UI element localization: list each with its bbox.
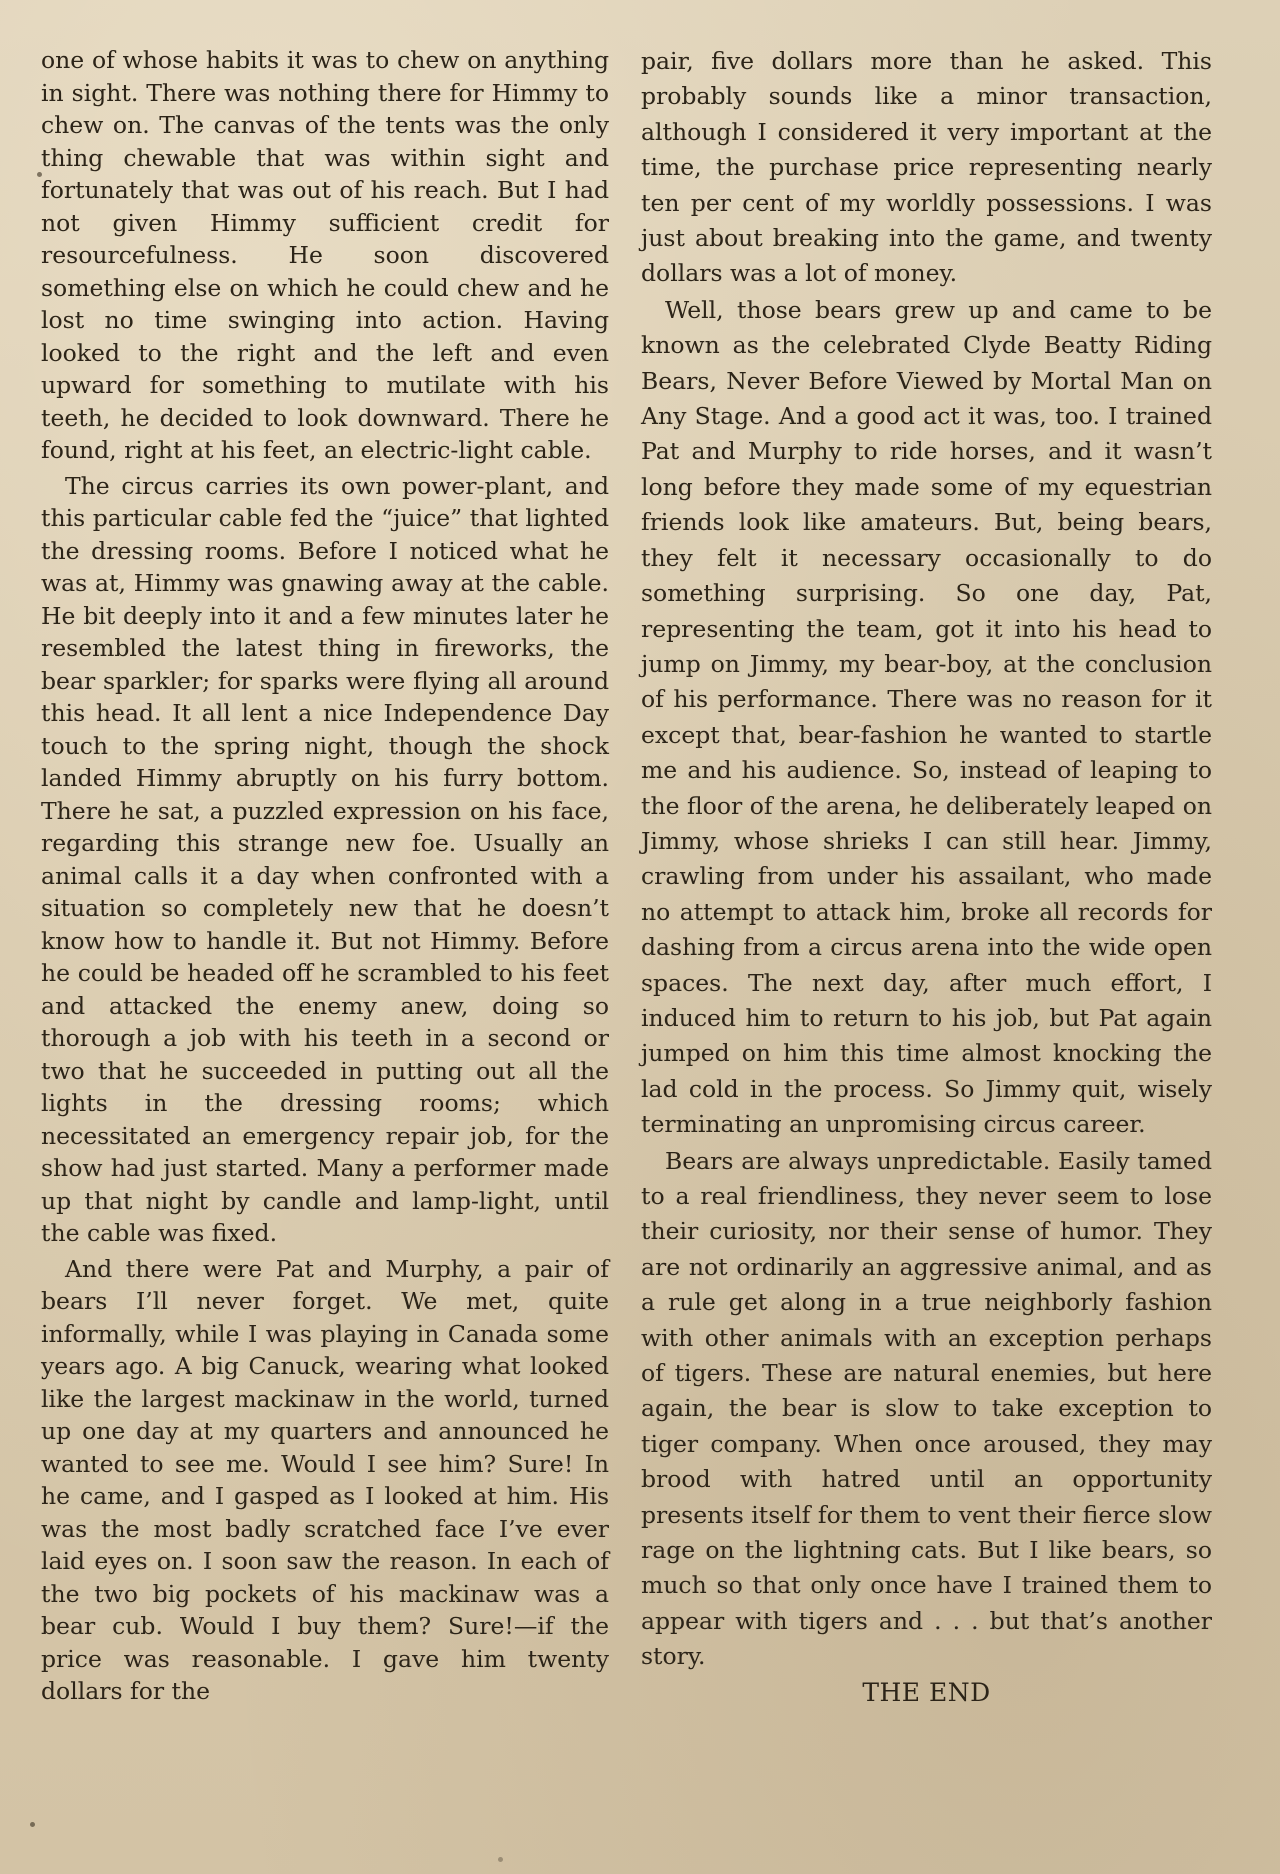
paragraph: Well, those bears grew up and came to be known as the celebrated Clyde Beatty Riding Bears, Never Before Viewed by Mortal Man on Any Stage. And a good act it was, too. I trained Pat and Murphy to ride horses, and it wasn’t long before they made some of my equestrian friends look like amateurs. But, being bears, they felt it necessary occasionally to do something surprising. So one day, Pat, representing the team, got it into his head to jump on Jimmy, my bear-boy, at the conclusion of his performance. There was no reason for it except that, bear-fashion he wanted to startle me and his audience. So, instead of leaping to the floor of the arena, he deliberately leaped on Jimmy, whose shrieks I can still hear. Jimmy, crawling from under his assailant, who made no attempt to attack him, broke all records for dashing from a circus arena into the wide open spaces. The next day, after much effort, I induced him to return to his job, but Pat again jumped on him this time almost knocking the lad cold in the process. So Jimmy quit, wisely terminating an unpromising circus career. bbox=[641, 295, 1212, 1139]
paragraph: The circus carries its own power-plant, and this particular cable fed the “juice” that lighted the dressing rooms. Before I noticed what he was at, Himmy was gnawing away at the cable. He bit deeply into it and a few minutes later he resembled the latest thing in fireworks, the bear sparkler; for sparks were flying all around this head. It all lent a nice Independence Day touch to the spring night, though the shock landed Himmy abruptly on his furry bottom. There he sat, a puzzled expression on his face, regarding this strange new foe. Usually an animal calls it a day when confronted with a situation so completely new that he doesn’t know how to handle it. But not Himmy. Before he could be headed off he scrambled to his feet and attacked the enemy anew, doing so thorough a job with his teeth in a second or two that he succeeded in putting out all the lights in the dressing rooms; which necessitated an emergency repair job, for the show had just started. Many a performer made up that night by candle and lamp-light, until the cable was fixed. bbox=[41, 471, 609, 1247]
paragraph: And there were Pat and Murphy, a pair of bears I’ll never forget. We met, quite informally, while I was playing in Canada some years ago. A big Canuck, wearing what looked like the largest mackinaw in the world, turned up one day at my quarters and announced he wanted to see me. Would I see him? Sure! In he came, and I gasped as I looked at him. His was the most badly scratched face I’ve ever laid eyes on. I soon saw the reason. In each of the two big pockets of his mackinaw was a bear cub. Would I buy them? Sure!—if the price was reasonable. I gave him twenty dollars for the bbox=[41, 1254, 609, 1705]
right-column bbox=[641, 44, 1212, 1710]
ink-speck bbox=[30, 1822, 35, 1827]
ink-speck bbox=[498, 1857, 503, 1862]
paragraph: pair, five dollars more than he asked. This probably sounds like a minor transaction, although I considered it very important at the time, the purchase price representing nearly ten per cent of my worldly possessions. I was just about breaking into the game, and twenty dollars was a lot of money. bbox=[641, 47, 1212, 288]
left-column bbox=[41, 44, 609, 1708]
ink-speck bbox=[37, 172, 42, 177]
the-end-mark: THE END bbox=[862, 1677, 991, 1707]
paragraph: Bears are always unpredictable. Easily tamed to a real friendliness, they never seem to lose their curiosity, nor their sense of humor. They are not ordinarily an aggressive animal, and as a rule get along in a true neighborly fashion with other animals with an exception perhaps of tigers. These are natural enemies, but here again, the bear is slow to take exception to tiger company. When once aroused, they may brood with hatred until an opportunity presents itself for them to vent their fierce slow rage on the lightning cats. But I like bears, so much so that only once have I trained them to appear with tigers and . . . but that’s another story. bbox=[641, 1146, 1212, 1671]
paragraph: one of whose habits it was to chew on anything in sight. There was nothing there for Himmy to chew on. The canvas of the tents was the only thing chewable that was within sight and fortunately that was out of his reach. But I had not given Himmy sufficient credit for resourcefulness. He soon discovered something else on which he could chew and he lost no time swinging into action. Having looked to the right and the left and even upward for something to mutilate with his teeth, he decided to look downward. There he found, right at his feet, an electric-light cable. bbox=[41, 46, 609, 464]
